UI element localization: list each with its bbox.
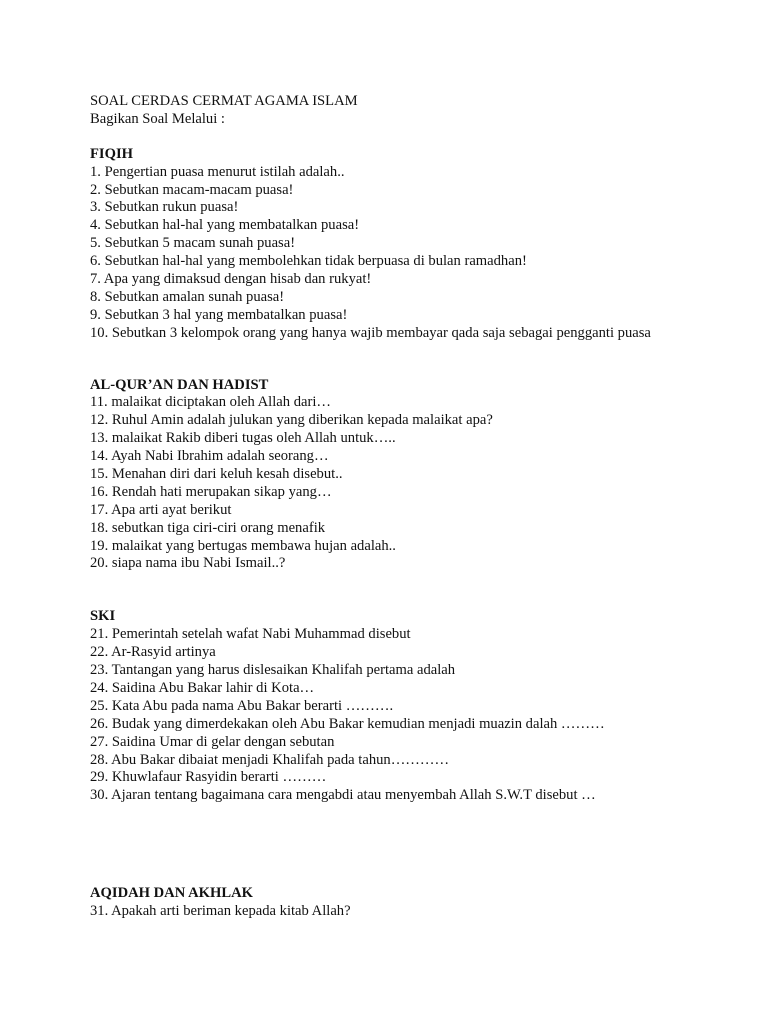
question-item: 8. Sebutkan amalan sunah puasa! [90, 288, 285, 305]
question-item: 11. malaikat diciptakan oleh Allah dari… [90, 394, 331, 411]
question-item: 15. Menahan diri dari keluh kesah disebut.. [90, 466, 343, 483]
question-item: 12. Ruhul Amin adalah julukan yang diberikan kepada malaikat apa? [90, 412, 493, 429]
question-item: 18. sebutkan tiga ciri-ciri orang menafik [90, 519, 326, 536]
question-item: 3. Sebutkan rukun puasa! [90, 199, 239, 216]
question-item: 2. Sebutkan macam-macam puasa! [90, 181, 294, 198]
section-aqidah-akhlak [90, 885, 760, 921]
question-item: 20. siapa nama ibu Nabi Ismail..? [90, 555, 286, 572]
question-item: 24. Saidina Abu Bakar lahir di Kota… [90, 679, 315, 696]
question-item: 19. malaikat yang bertugas membawa hujan adalah.. [90, 537, 396, 554]
question-item: 30. Ajaran tentang bagaimana cara mengabdi atau menyembah Allah S.W.T disebut … [90, 787, 596, 804]
question-item: 17. Apa arti ayat berikut [90, 501, 232, 518]
question-item: 28. Abu Bakar dibaiat menjadi Khalifah pada tahun………… [90, 751, 450, 768]
section-heading: AL-QUR’AN DAN HADIST [90, 376, 269, 393]
question-item: 23. Tantangan yang harus dislesaikan Khalifah pertama adalah [90, 662, 456, 679]
document-page [90, 93, 760, 921]
question-item: 5. Sebutkan 5 macam sunah puasa! [90, 235, 296, 252]
document-title: SOAL CERDAS CERMAT AGAMA ISLAM [90, 93, 358, 109]
section-heading: SKI [90, 608, 116, 625]
question-item: 21. Pemerintah setelah wafat Nabi Muhammad disebut [90, 626, 411, 643]
section-ski [90, 608, 760, 805]
question-item: 7. Apa yang dimaksud dengan hisab dan rukyat! [90, 271, 372, 288]
question-item: 16. Rendah hati merupakan sikap yang… [90, 483, 332, 500]
section-quran-hadist [90, 377, 760, 574]
question-item: 1. Pengertian puasa menurut istilah adalah.. [90, 163, 345, 180]
question-item: 14. Ayah Nabi Ibrahim adalah seorang… [90, 448, 329, 465]
document-subtitle: Bagikan Soal Melalui : [90, 110, 225, 127]
question-item: 13. malaikat Rakib diberi tugas oleh Allah untuk….. [90, 430, 396, 447]
section-heading: AQIDAH DAN AKHLAK [90, 885, 253, 902]
question-item: 22. Ar-Rasyid artinya [90, 644, 216, 661]
question-item: 9. Sebutkan 3 hal yang membatalkan puasa! [90, 306, 348, 323]
question-item: 10. Sebutkan 3 kelompok orang yang hanya wajib membayar qada saja sebagai pengganti puasa [90, 324, 651, 341]
question-item: 31. Apakah arti beriman kepada kitab Allah? [90, 903, 351, 920]
question-item: 4. Sebutkan hal-hal yang membatalkan puasa! [90, 217, 360, 234]
section-fiqih [90, 146, 760, 343]
question-item: 27. Saidina Umar di gelar dengan sebutan [90, 733, 335, 750]
question-item: 6. Sebutkan hal-hal yang membolehkan tidak berpuasa di bulan ramadhan! [90, 253, 527, 270]
question-item: 25. Kata Abu pada nama Abu Bakar berarti ………. [90, 697, 394, 714]
section-heading: FIQIH [90, 145, 133, 162]
question-item: 29. Khuwlafaur Rasyidin berarti ……… [90, 769, 327, 786]
question-item: 26. Budak yang dimerdekakan oleh Abu Bakar kemudian menjadi muazin dalah ……… [90, 715, 605, 732]
